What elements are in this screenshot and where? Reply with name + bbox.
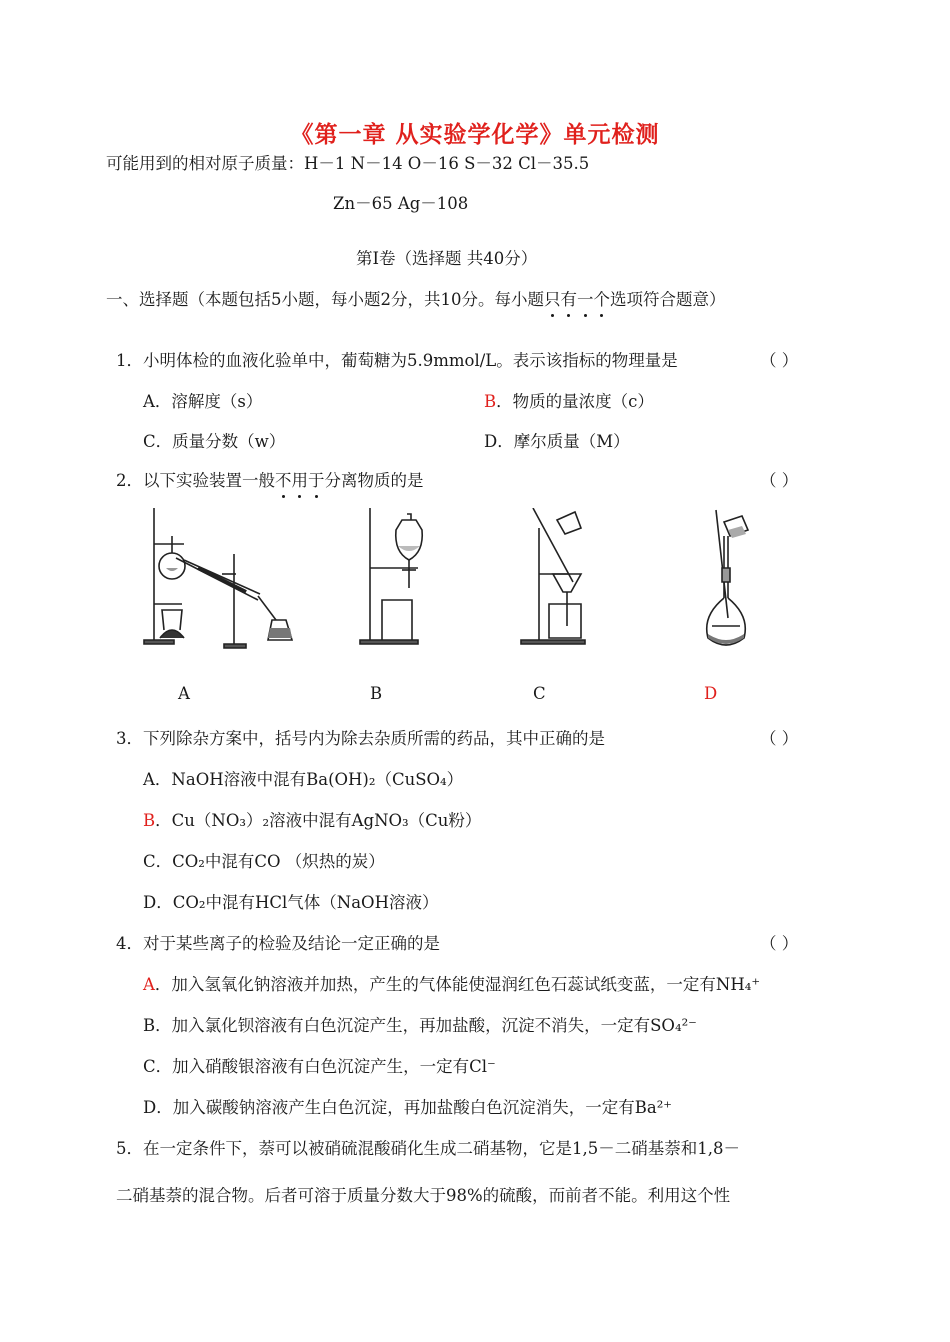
apparatus-d-volumetric-flask	[690, 508, 770, 658]
atomic-mass-line-1	[106, 150, 589, 174]
q1-option-d: D．摩尔质量（M）	[484, 432, 630, 451]
q2-stem-post: 分离物质的是	[324, 471, 424, 490]
q5-line-2: 二硝基萘的混合物。后者可溶于质量分数大于98%的硫酸，而前者不能。利用这个性	[116, 1186, 731, 1205]
emphasis-char: 用	[292, 467, 309, 491]
q3-option-b-letter: B	[143, 811, 156, 830]
page-title: 《第一章 从实验学化学》单元检测	[290, 121, 660, 148]
q3-option-b-text: ．Cu（NO₃）₂溶液中混有AgNO₃（Cu粉）	[155, 811, 482, 830]
q1-option-a: A．溶解度（s）	[143, 392, 263, 411]
section1-prefix: 一、选择题（本题包括5小题，每小题2分，共10分。每小题	[106, 290, 544, 309]
emphasis-char: 于	[308, 467, 325, 491]
q1-stem: 1．小明体检的血液化验单中，葡萄糖为5.9mmol/L。表示该指标的物理量是	[116, 351, 678, 370]
apparatus-c-filtration	[515, 508, 595, 658]
figure-label-d: D	[704, 684, 718, 703]
emphasis-char: 一	[577, 286, 594, 310]
q4-option-a-text: ．加入氢氧化钠溶液并加热，产生的气体能使湿润红色石蕊试纸变蓝，一定有NH₄⁺	[154, 975, 761, 994]
section1-instructions	[106, 286, 726, 310]
q4-option-b: B．加入氯化钡溶液有白色沉淀产生，再加盐酸，沉淀不消失，一定有SO₄²⁻	[143, 1016, 697, 1035]
q2-stem	[116, 467, 424, 491]
q3-stem: 3．下列除杂方案中，括号内为除去杂质所需的药品，其中正确的是	[116, 729, 605, 748]
atomic-mass-label: 可能用到的相对原子质量：	[106, 154, 304, 173]
atomic-mass-values-1: H－1 N－14 O－16 S－32 Cl－35.5	[304, 154, 590, 173]
q1-option-c: C．质量分数（w）	[143, 432, 286, 451]
emphasis-char: 只	[544, 286, 561, 310]
q3-option-a: A．NaOH溶液中混有Ba(OH)₂（CuSO₄）	[143, 770, 464, 789]
q3-option-d: D．CO₂中混有HCl气体（NaOH溶液）	[143, 893, 439, 912]
q1-option-b-text: ．物质的量浓度（c）	[496, 392, 654, 411]
q1-option-b	[484, 388, 654, 412]
q4-option-c: C．加入硝酸银溶液有白色沉淀产生，一定有Cl⁻	[143, 1057, 496, 1076]
q3-option-b	[143, 807, 481, 831]
q4-answer-bracket: （ ）	[760, 934, 799, 953]
figure-label-c: C	[533, 684, 546, 703]
q3-option-c: C．CO₂中混有CO （炽热的炭）	[143, 852, 385, 871]
section1-suffix: 选项符合题意）	[610, 290, 726, 309]
q2-answer-bracket: （ ）	[760, 471, 799, 490]
figure-label-b: B	[370, 684, 383, 703]
apparatus-b-separatory-funnel	[358, 508, 438, 658]
atomic-mass-values-2: Zn－65 Ag－108	[333, 194, 469, 213]
emphasis-char: 不	[275, 467, 292, 491]
figure-label-a: A	[178, 684, 190, 703]
q3-answer-bracket: （ ）	[760, 729, 799, 748]
q4-option-d: D．加入碳酸钠溶液产生白色沉淀，再加盐酸白色沉淀消失，一定有Ba²⁺	[143, 1098, 673, 1117]
emphasis-char: 个	[594, 286, 611, 310]
emphasis-char: 有	[561, 286, 578, 310]
q4-option-a-letter: A	[143, 975, 155, 994]
q4-stem: 4．对于某些离子的检验及结论一定正确的是	[116, 934, 440, 953]
q2-stem-pre: 2．以下实验装置一般	[116, 471, 275, 490]
q4-option-a	[143, 971, 760, 995]
q1-answer-bracket: （ ）	[760, 351, 799, 370]
apparatus-a-distillation	[140, 508, 300, 658]
q5-line-1: 5．在一定条件下，萘可以被硝硫混酸硝化生成二硝基物，它是1,5－二硝基萘和1,8－	[116, 1139, 740, 1158]
part1-header: 第Ⅰ卷（选择题 共40分）	[356, 249, 538, 268]
q1-option-b-letter: B	[484, 392, 497, 411]
